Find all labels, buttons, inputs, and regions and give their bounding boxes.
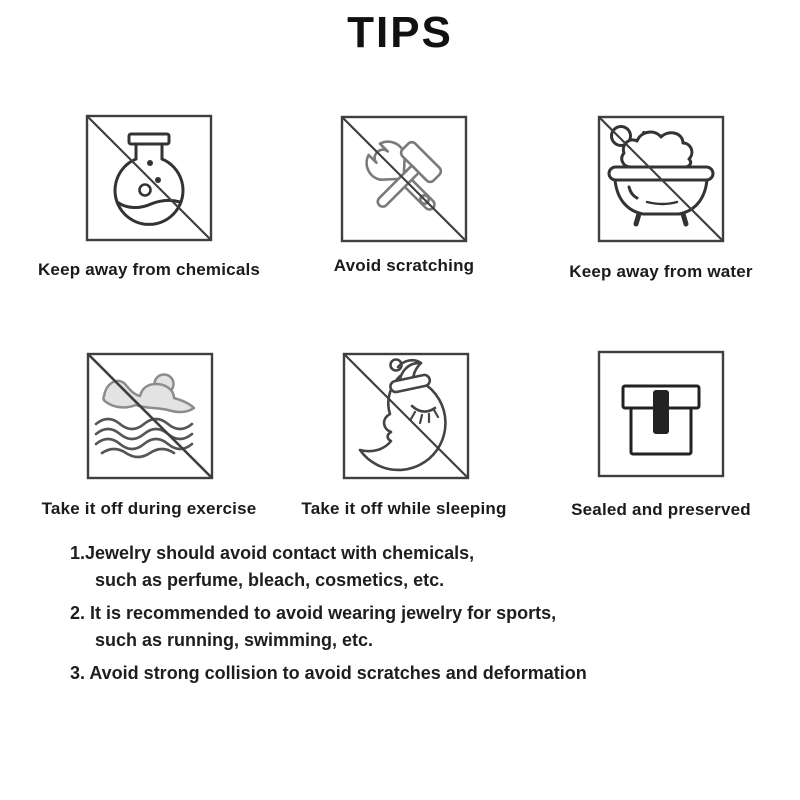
tip-label-water: Keep away from water (569, 262, 753, 281)
tip-avoid-scratching (340, 115, 468, 243)
page-title: TIPS (347, 8, 453, 57)
care-note-1 (70, 540, 750, 594)
bathtub-icon (597, 115, 725, 243)
tip-label-chemicals: Keep away from chemicals (37, 260, 261, 279)
tip-label-scratching: Avoid scratching (333, 256, 475, 275)
tip-take-off-while-sleeping (342, 352, 470, 480)
tip-label-sealed: Sealed and preserved (571, 500, 751, 519)
tip-take-off-during-exercise (86, 352, 214, 480)
care-notes (70, 540, 750, 693)
gift-box-icon (597, 350, 725, 478)
tools-icon (340, 115, 468, 243)
care-note-text: such as running, swimming, etc. (95, 630, 374, 650)
care-note-text: 3. Avoid strong collision to avoid scratches and deformation (70, 663, 587, 683)
care-note-text: 2. It is recommended to avoid wearing jewelry for sports, (70, 603, 557, 623)
tip-label-sleeping: Take it off while sleeping (301, 499, 507, 518)
moon-icon (342, 352, 470, 480)
care-note-text: such as perfume, bleach, cosmetics, etc. (95, 570, 445, 590)
flask-icon (85, 114, 213, 242)
tip-sealed-and-preserved (597, 350, 725, 478)
tip-no-chemicals (85, 114, 213, 242)
care-note-text: 1.Jewelry should avoid contact with chemicals, (70, 543, 475, 563)
care-note-3 (70, 660, 750, 687)
swimmer-icon (86, 352, 214, 480)
tip-label-exercise: Take it off during exercise (41, 499, 257, 518)
tip-keep-away-from-water (597, 115, 725, 243)
ribbon (653, 390, 669, 434)
care-note-2 (70, 600, 750, 654)
